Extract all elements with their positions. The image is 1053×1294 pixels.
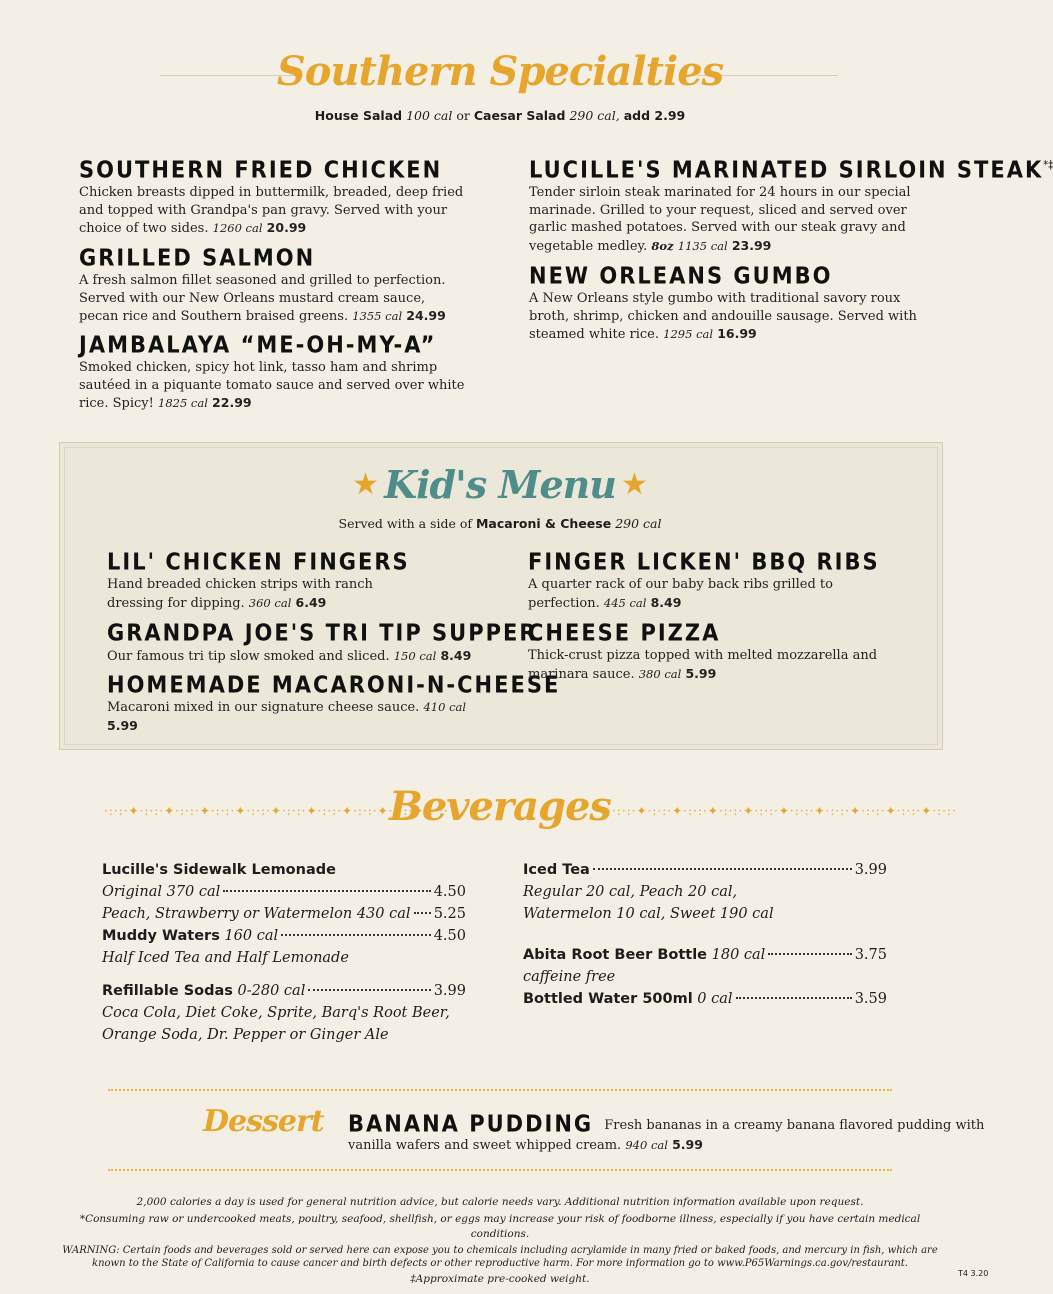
item-desc-text: A quarter rack of our baby back ribs grilled to perfection. — [528, 577, 833, 611]
item-title: BANANA PUDDING — [348, 1110, 594, 1137]
beverage-price: 5.25 — [433, 906, 466, 922]
item-price: 6.49 — [295, 594, 327, 610]
footer-line: ‡Approximate pre-cooked weight. — [410, 1273, 590, 1285]
menu-item-gumbo — [529, 262, 929, 344]
menu-item-fried-chicken — [79, 156, 469, 238]
item-size: 8oz — [651, 238, 674, 253]
dessert-heading: Dessert — [203, 1104, 324, 1139]
item-title-text: LUCILLE'S MARINATED SIRLOIN STEAK — [529, 156, 1044, 183]
item-title: LIL' CHICKEN FINGERS — [107, 548, 410, 575]
footer-line: 2,000 calories a day is used for general nutrition advice, but calorie needs vary. Additional nutrition information available upon request. — [136, 1196, 864, 1208]
item-description — [79, 359, 474, 413]
item-price: 20.99 — [266, 220, 307, 235]
beverage-row — [102, 903, 466, 925]
beverages-heading: Beverages — [389, 783, 611, 830]
item-price: 8.49 — [440, 648, 472, 663]
item-title — [529, 156, 1053, 183]
beverage-name: Abita Root Beer Bottle — [523, 947, 708, 963]
item-description — [529, 184, 929, 255]
star-icon: ★ — [620, 467, 648, 502]
item-description — [107, 576, 427, 612]
beverage-price: 3.75 — [854, 947, 887, 963]
dot-leader — [223, 890, 430, 892]
item-desc-text: Macaroni mixed in our signature cheese sauce. — [107, 700, 420, 715]
item-calories: 410 cal — [423, 700, 467, 714]
beverage-name: Refillable Sodas — [102, 983, 233, 999]
item-description — [107, 647, 487, 666]
beverage-price: 3.99 — [433, 983, 466, 999]
menu-item-jambalaya — [79, 331, 474, 413]
item-calories: 1135 cal — [677, 238, 728, 253]
item-description — [528, 647, 888, 683]
house-salad-cal: 100 cal — [406, 108, 453, 123]
kids-subtitle — [0, 516, 1000, 531]
dot-leader — [414, 912, 431, 914]
menu-version-code: T4 3.20 — [958, 1269, 989, 1278]
item-desc-text: A fresh salmon fillet seasoned and grilled to perfection. Served with our New Orleans mustard cream sauce, pecan rice and Southern braised greens. — [79, 273, 446, 324]
dot-leader — [281, 934, 431, 936]
kids-subtitle-text: Served with a side of — [338, 516, 472, 531]
beverage-price: 4.50 — [433, 884, 466, 900]
dessert-rule-bottom — [108, 1169, 892, 1171]
item-calories: 940 cal — [625, 1137, 668, 1152]
house-salad-label: House Salad — [314, 108, 403, 123]
item-price: 5.99 — [107, 717, 138, 733]
salad-or: or — [456, 108, 470, 123]
item-desc-text: A New Orleans style gumbo with traditional savory roux broth, shrimp, chicken and andouille sausage. Served with steamed white rice. — [529, 291, 917, 342]
beverage-price: 4.50 — [433, 928, 466, 944]
item-price: 8.49 — [650, 594, 682, 610]
salad-addon-line — [0, 108, 1000, 123]
item-desc-text: Fresh bananas in a creamy banana flavored pudding with — [604, 1118, 985, 1133]
item-price: 16.99 — [717, 326, 757, 341]
kids-item-tri-tip — [107, 619, 538, 666]
caesar-salad-label: Caesar Salad — [473, 108, 566, 123]
item-title: GRANDPA JOE'S TRI TIP SUPPER — [107, 619, 538, 646]
beverage-row — [102, 925, 466, 947]
item-desc-text: Thick-crust pizza topped with melted mozzarella and marinara sauce. — [528, 648, 878, 682]
footer-line: WARNING: Certain foods and beverages sold or served here can expose you to chemicals including acrylamide in many fried or baked foods, and mercury in fish, which are — [62, 1245, 938, 1256]
beverage-name: Lucille's Sidewalk Lemonade — [102, 862, 336, 878]
footer-line: known to the State of California to cause cancer and birth defects or other reproductive harm. For more information go to www.P65Warnings.ca.gov/restaurant. — [92, 1258, 908, 1269]
item-title: JAMBALAYA “ME-OH-MY-A” — [79, 331, 437, 358]
item-title: HOMEMADE MACARONI-N-CHEESE — [107, 671, 561, 698]
beverage-note: Half Iced Tea and Half Lemonade — [102, 950, 349, 966]
item-calories: 1260 cal — [212, 221, 263, 235]
footer-line: *Consuming raw or undercooked meats, poultry, seafood, shellfish, or eggs may increase your risk of foodborne illness, especially if you have certain medical conditions. — [79, 1213, 921, 1240]
item-price: 23.99 — [731, 237, 772, 253]
beverage-list-left — [102, 859, 466, 1046]
kids-item-bbq-ribs — [528, 548, 898, 612]
item-description — [79, 272, 464, 326]
item-footnote-marks: *‡ — [1043, 159, 1053, 172]
beverage-note: Coca Cola, Diet Coke, Sprite, Barq's Root Beer, — [102, 1005, 450, 1021]
beverage-row — [523, 944, 887, 966]
nutrition-disclaimer — [60, 1195, 940, 1287]
item-calories: 360 cal — [248, 595, 292, 610]
item-title: SOUTHERN FRIED CHICKEN — [79, 156, 443, 183]
item-title: GRILLED SALMON — [79, 244, 316, 271]
beverage-row — [523, 859, 887, 881]
item-calories: 1825 cal — [158, 396, 208, 410]
dessert-item-banana-pudding — [348, 1110, 985, 1154]
kids-menu-heading — [0, 462, 1000, 507]
item-description — [79, 184, 469, 238]
item-calories: 380 cal — [638, 666, 682, 681]
item-calories: 1295 cal — [663, 327, 714, 341]
beverage-row — [523, 988, 887, 1010]
kids-item-cheese-pizza — [528, 619, 888, 683]
beverage-calories: 160 cal — [224, 928, 279, 944]
beverage-note: Orange Soda, Dr. Pepper or Ginger Ale — [102, 1027, 389, 1043]
beverage-note: Regular 20 cal, Peach 20 cal, — [523, 884, 738, 900]
item-desc-text: Smoked chicken, spicy hot link, tasso ham and shrimp sautéed in a piquante tomato sauce and served over white rice. Spicy! — [79, 360, 465, 411]
kids-menu-title: Kid's Menu — [384, 462, 616, 507]
beverage-variant: Original 370 cal — [102, 884, 221, 900]
item-calories: 150 cal — [393, 649, 437, 663]
item-desc-text: vanilla wafers and sweet whipped cream. — [348, 1137, 622, 1153]
menu-item-grilled-salmon — [79, 244, 464, 326]
beverage-name: Iced Tea — [523, 862, 590, 878]
item-price: 5.99 — [685, 665, 717, 681]
item-calories: 445 cal — [603, 595, 647, 610]
beverage-calories: 0 cal — [697, 991, 733, 1007]
item-desc-text: Tender sirloin steak marinated for 24 hours in our special marinade. Grilled to your request, sliced and served over garlic mashed potatoes. Served with our steak gravy and vegetable medley. — [529, 185, 911, 254]
beverage-name: Bottled Water 500ml — [523, 991, 693, 1007]
decorative-border-right: ·:·:·✦·:·:·✦·:·:·✦·:·:·✦·:·:·✦·:·:·✦·:·:·✦·:·:·✦·:·:·✦·:·:· — [612, 804, 957, 818]
item-desc-text: Our famous tri tip slow smoked and sliced. — [107, 649, 390, 664]
item-calories: 1355 cal — [352, 309, 403, 323]
item-price: 5.99 — [672, 1136, 703, 1152]
southern-specialties-heading: Southern Specialties — [276, 48, 724, 95]
beverage-row — [102, 980, 466, 1002]
beverage-price: 3.59 — [854, 991, 887, 1007]
beverage-list-right — [523, 859, 887, 1010]
menu-item-sirloin-steak — [529, 156, 1053, 255]
star-icon: ★ — [352, 467, 379, 502]
item-price: 24.99 — [406, 308, 446, 323]
item-description — [107, 699, 487, 735]
item-desc-text: Hand breaded chicken strips with ranch dressing for dipping. — [107, 577, 373, 611]
item-title: FINGER LICKEN' BBQ RIBS — [528, 548, 880, 575]
dessert-rule-top — [108, 1089, 892, 1091]
caesar-salad-cal: 290 cal, — [569, 108, 620, 123]
kids-item-chicken-fingers — [107, 548, 427, 612]
dessert-line-2 — [348, 1136, 908, 1155]
dot-leader — [768, 953, 851, 955]
dessert-line-1 — [348, 1110, 985, 1137]
dot-leader — [308, 989, 430, 991]
beverage-note: caffeine free — [523, 969, 616, 985]
decorative-border-left: ·:·:·✦·:·:·✦·:·:·✦·:·:·✦·:·:·✦·:·:·✦·:·:·✦·:·:·✦·:·:·✦·:·:· — [104, 804, 449, 818]
dot-leader — [593, 868, 852, 870]
item-description — [529, 290, 929, 344]
dot-leader — [736, 997, 852, 999]
item-title: NEW ORLEANS GUMBO — [529, 262, 833, 289]
item-price: 22.99 — [212, 395, 252, 410]
item-title: CHEESE PIZZA — [528, 619, 721, 646]
item-description — [528, 576, 898, 612]
kids-subtitle-side: Macaroni & Cheese — [475, 516, 612, 531]
beverage-row — [102, 881, 466, 903]
beverage-calories: 0-280 cal — [237, 983, 306, 999]
salad-add-price: add 2.99 — [623, 108, 686, 123]
beverage-note: Watermelon 10 cal, Sweet 190 cal — [523, 906, 774, 922]
beverage-calories: 180 cal — [711, 947, 766, 963]
beverage-variant: Peach, Strawberry or Watermelon 430 cal — [102, 906, 411, 922]
kids-item-mac-n-cheese — [107, 671, 561, 735]
kids-subtitle-cal: 290 cal — [615, 516, 662, 531]
beverage-price: 3.99 — [854, 862, 887, 878]
beverage-name: Muddy Waters — [102, 928, 220, 944]
item-desc-text: Chicken breasts dipped in buttermilk, breaded, deep fried and topped with Grandpa's pan gravy. Served with your choice of two sides. — [79, 185, 464, 236]
